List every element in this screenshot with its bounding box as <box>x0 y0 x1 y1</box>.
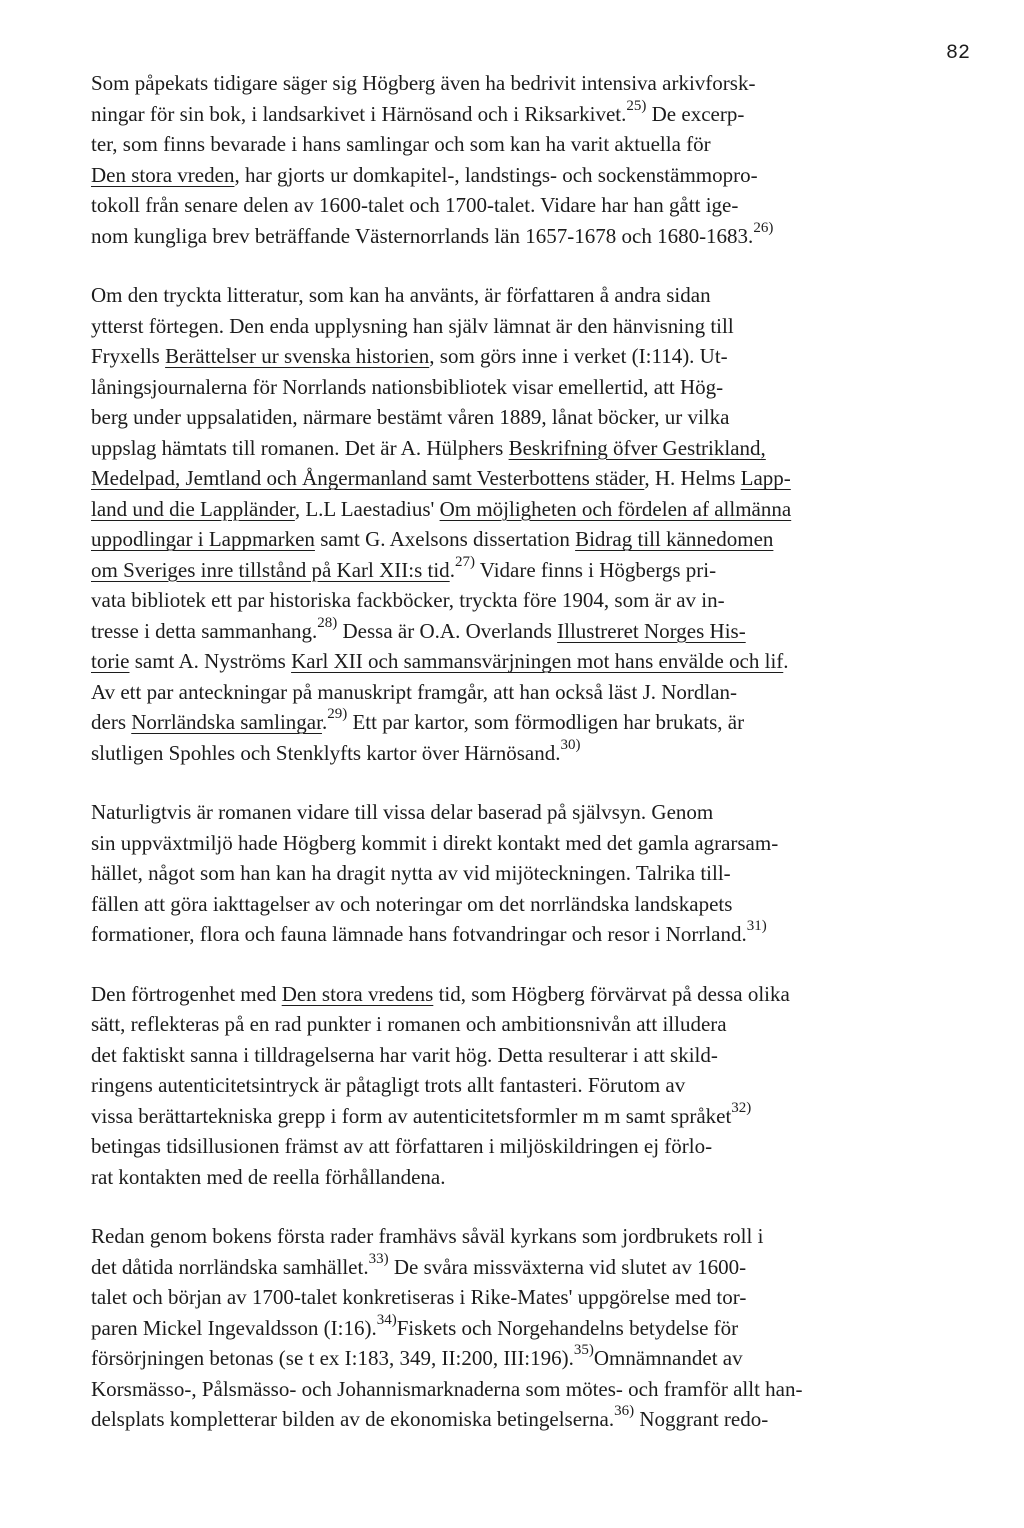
text-line <box>91 585 971 616</box>
text-segment: Fiskets och Norgehandelns betydelse för <box>396 1315 739 1340</box>
text-segment: uppslag hämtats till romanen. Det är A. Hülphers <box>91 435 509 460</box>
text-line <box>91 1343 971 1374</box>
underlined-title: Den stora vreden <box>91 162 235 187</box>
footnote-marker: 35) <box>573 1342 594 1358</box>
text-segment: , L.L Laestadius' <box>294 496 440 521</box>
underlined-title: Beskrifning öfver Gestrikland, <box>508 435 766 460</box>
text-segment: slutligen Spohles och Stenklyfts kartor över Härnösand. <box>91 740 561 765</box>
underlined-title: Karl XII och sammansvärjningen mot hans envälde och lif <box>291 649 784 673</box>
text-segment: ningar för sin bok, i landsarkivet i Härnösand och i Riksarkivet. <box>91 101 627 126</box>
footnote-marker: 30) <box>560 736 581 753</box>
text-segment: , som görs inne i verket (I:114). Ut- <box>429 344 728 368</box>
text-segment: det dåtida norrländska samhället. <box>91 1254 369 1279</box>
text-line <box>91 68 971 99</box>
text-segment: De svåra missväxterna vid slutet av 1600- <box>388 1254 747 1279</box>
text-segment: paren Mickel Ingevaldsson (I:16). <box>91 1315 377 1340</box>
underlined-title: Lapp- <box>740 466 791 490</box>
text-line <box>91 646 971 677</box>
footnote-marker: 29) <box>327 706 348 722</box>
text-segment: låningsjournalerna för Norrlands nationsbibliotek visar emellertid, att Hög- <box>91 374 724 399</box>
text-segment: ytterst förtegen. Den enda upplysning han själv lämnat är den hänvisning till <box>91 313 734 338</box>
text-segment: sätt, reflekteras på en rad punkter i romanen och ambitionsnivån att illudera <box>91 1012 727 1036</box>
text-segment: samt G. Axelsons dissertation <box>314 527 576 551</box>
text-line <box>91 494 971 525</box>
text-segment: det faktiskt sanna i tilldragelserna har varit hög. Detta resulterar i att skild- <box>91 1042 718 1067</box>
underlined-title: uppodlingar i Lappmarken <box>91 527 315 551</box>
text-segment: Fryxells <box>91 344 166 368</box>
underlined-title: Berättelser ur svenska historien <box>165 344 430 368</box>
text-line <box>91 1252 971 1283</box>
text-segment: Dessa är O.A. Overlands <box>337 618 558 643</box>
underlined-title: om Sveriges inre tillstånd på Karl XII:s tid <box>91 557 450 582</box>
footnote-marker: 36) <box>614 1403 635 1419</box>
text-line <box>91 190 971 221</box>
underlined-title: Bidrag till kännedomen <box>575 527 774 551</box>
text-segment: rat kontakten med de reella förhållandena. <box>91 1164 446 1189</box>
text-line <box>91 677 971 708</box>
underlined-title: Om möjligheten och fördelen af allmänna <box>439 496 792 521</box>
text-line <box>91 221 971 252</box>
text-segment: tokoll från senare delen av 1600-talet och 1700-talet. Vidare har han gått ige- <box>91 193 739 217</box>
text-segment: berg under uppsalatiden, närmare bestämt våren 1889, lånat böcker, ur vilka <box>91 405 730 429</box>
text-line <box>91 889 971 920</box>
paragraph <box>91 68 971 251</box>
text-segment: vata bibliotek ett par historiska fackböcker, tryckta före 1904, som är av in- <box>91 588 725 612</box>
text-segment: talet och början av 1700-talet konkretiseras i Rike-Mates' uppgörelse med tor- <box>91 1285 747 1309</box>
text-segment: nom kungliga brev beträffande Västernorrlands län 1657-1678 och 1680-1683. <box>91 223 754 248</box>
paragraph <box>91 280 971 768</box>
text-segment: . <box>783 649 789 673</box>
text-segment: samt A. Nyströms <box>129 649 292 673</box>
text-segment: Redan genom bokens första rader framhävs såväl kyrkans som jordbrukets roll i <box>91 1224 764 1248</box>
text-line <box>91 1313 971 1344</box>
text-line <box>91 738 971 769</box>
text-line <box>91 160 971 191</box>
text-line <box>91 311 971 342</box>
text-segment: Som påpekats tidigare säger sig Högberg även ha bedrivit intensiva arkivforsk- <box>91 71 756 95</box>
body-text <box>91 68 971 1464</box>
text-line <box>91 919 971 950</box>
text-segment: ringens autenticitetsintryck är påtagligt trots allt fantasteri. Förutom av <box>91 1073 686 1097</box>
text-line <box>91 1162 971 1193</box>
underlined-title: torie <box>91 649 130 673</box>
text-segment: tresse i detta sammanhang. <box>91 618 318 643</box>
text-line <box>91 858 971 889</box>
footnote-marker: 27) <box>454 553 475 570</box>
text-segment: , H. Helms <box>644 466 741 490</box>
text-segment: vissa berättartekniska grepp i form av autenticitetsformler m m samt språket <box>91 1103 732 1128</box>
text-line <box>91 1009 971 1040</box>
text-segment: De excerp- <box>646 101 745 126</box>
text-line <box>91 1101 971 1132</box>
text-segment: . <box>321 710 328 734</box>
text-segment: Noggrant redo- <box>634 1407 769 1431</box>
footnote-marker: 28) <box>317 614 338 631</box>
paragraph <box>91 979 971 1193</box>
text-segment: Naturligtvis är romanen vidare till vissa delar baserad på självsyn. Genom <box>91 800 714 824</box>
text-segment: ders <box>91 710 132 734</box>
text-line <box>91 402 971 433</box>
text-line <box>91 707 971 738</box>
text-segment: Ett par kartor, som förmodligen har brukats, är <box>347 710 745 734</box>
paragraph <box>91 1221 971 1435</box>
text-line <box>91 433 971 464</box>
underlined-title: land und die Lappländer <box>91 496 295 521</box>
text-line <box>91 828 971 859</box>
text-line <box>91 979 971 1010</box>
text-segment: formationer, flora och fauna lämnade hans fotvandringar och resor i Norrland. <box>91 922 747 946</box>
text-line <box>91 341 971 372</box>
underlined-title: Den stora vredens <box>281 981 434 1006</box>
text-line <box>91 1221 971 1252</box>
text-line <box>91 280 971 311</box>
text-line <box>91 524 971 555</box>
text-line <box>91 1040 971 1071</box>
text-line <box>91 555 971 586</box>
underlined-title: Medelpad, Jemtland och Ångermanland samt Vesterbottens städer <box>91 466 645 490</box>
text-line <box>91 1131 971 1162</box>
text-segment: Omnämnandet av <box>593 1346 743 1370</box>
text-line <box>91 372 971 403</box>
footnote-marker: 34) <box>376 1311 397 1328</box>
text-segment: Den förtrogenhet med <box>91 981 282 1006</box>
text-segment: Av ett par anteckningar på manuskript framgår, att han också läst J. Nordlan- <box>91 679 738 704</box>
text-line <box>91 1374 971 1405</box>
text-segment: fällen att göra iakttagelser av och noteringar om det norrländska landskapets <box>91 891 733 916</box>
page-number: 82 <box>946 42 971 65</box>
text-segment: delsplats kompletterar bilden av de ekonomiska betingelserna. <box>91 1407 615 1431</box>
text-segment: försörjningen betonas (se t ex I:183, 349, II:200, III:196). <box>91 1346 574 1370</box>
footnote-marker: 31) <box>746 918 767 934</box>
text-segment: sin uppväxtmiljö hade Högberg kommit i direkt kontakt med det gamla agrarsam- <box>91 830 779 855</box>
text-line <box>91 1404 971 1435</box>
text-line <box>91 99 971 130</box>
text-segment: Korsmässo-, Pålsmässo- och Johannismarknaderna som mötes- och framför allt han- <box>91 1376 803 1401</box>
text-segment: , har gjorts ur domkapitel-, landstings- och sockenstämmopro- <box>234 162 758 187</box>
footnote-marker: 32) <box>731 1099 752 1116</box>
footnote-marker: 25) <box>626 97 647 114</box>
underlined-title: Norrländska samlingar <box>131 710 322 734</box>
text-segment: betingas tidsillusionen främst av att författaren i miljöskildringen ej förlo- <box>91 1134 713 1158</box>
text-segment: tid, som Högberg förvärvat på dessa olika <box>433 981 790 1006</box>
text-segment: . <box>449 557 455 582</box>
text-line <box>91 463 971 494</box>
footnote-marker: 33) <box>368 1250 389 1267</box>
text-segment: ter, som finns bevarade i hans samlingar och som kan ha varit aktuella för <box>91 132 711 156</box>
text-line <box>91 1070 971 1101</box>
text-line <box>91 616 971 647</box>
paragraph <box>91 797 971 950</box>
text-segment: Vidare finns i Högbergs pri- <box>474 557 717 582</box>
underlined-title: Illustreret Norges His- <box>557 618 746 643</box>
text-segment: hället, något som han kan ha dragit nytta av vid mijöteckningen. Talrika till- <box>91 861 731 885</box>
footnote-marker: 26) <box>753 219 774 236</box>
text-line <box>91 1282 971 1313</box>
text-line <box>91 129 971 160</box>
text-segment: Om den tryckta litteratur, som kan ha använts, är författaren å andra sidan <box>91 283 711 307</box>
text-line <box>91 797 971 828</box>
